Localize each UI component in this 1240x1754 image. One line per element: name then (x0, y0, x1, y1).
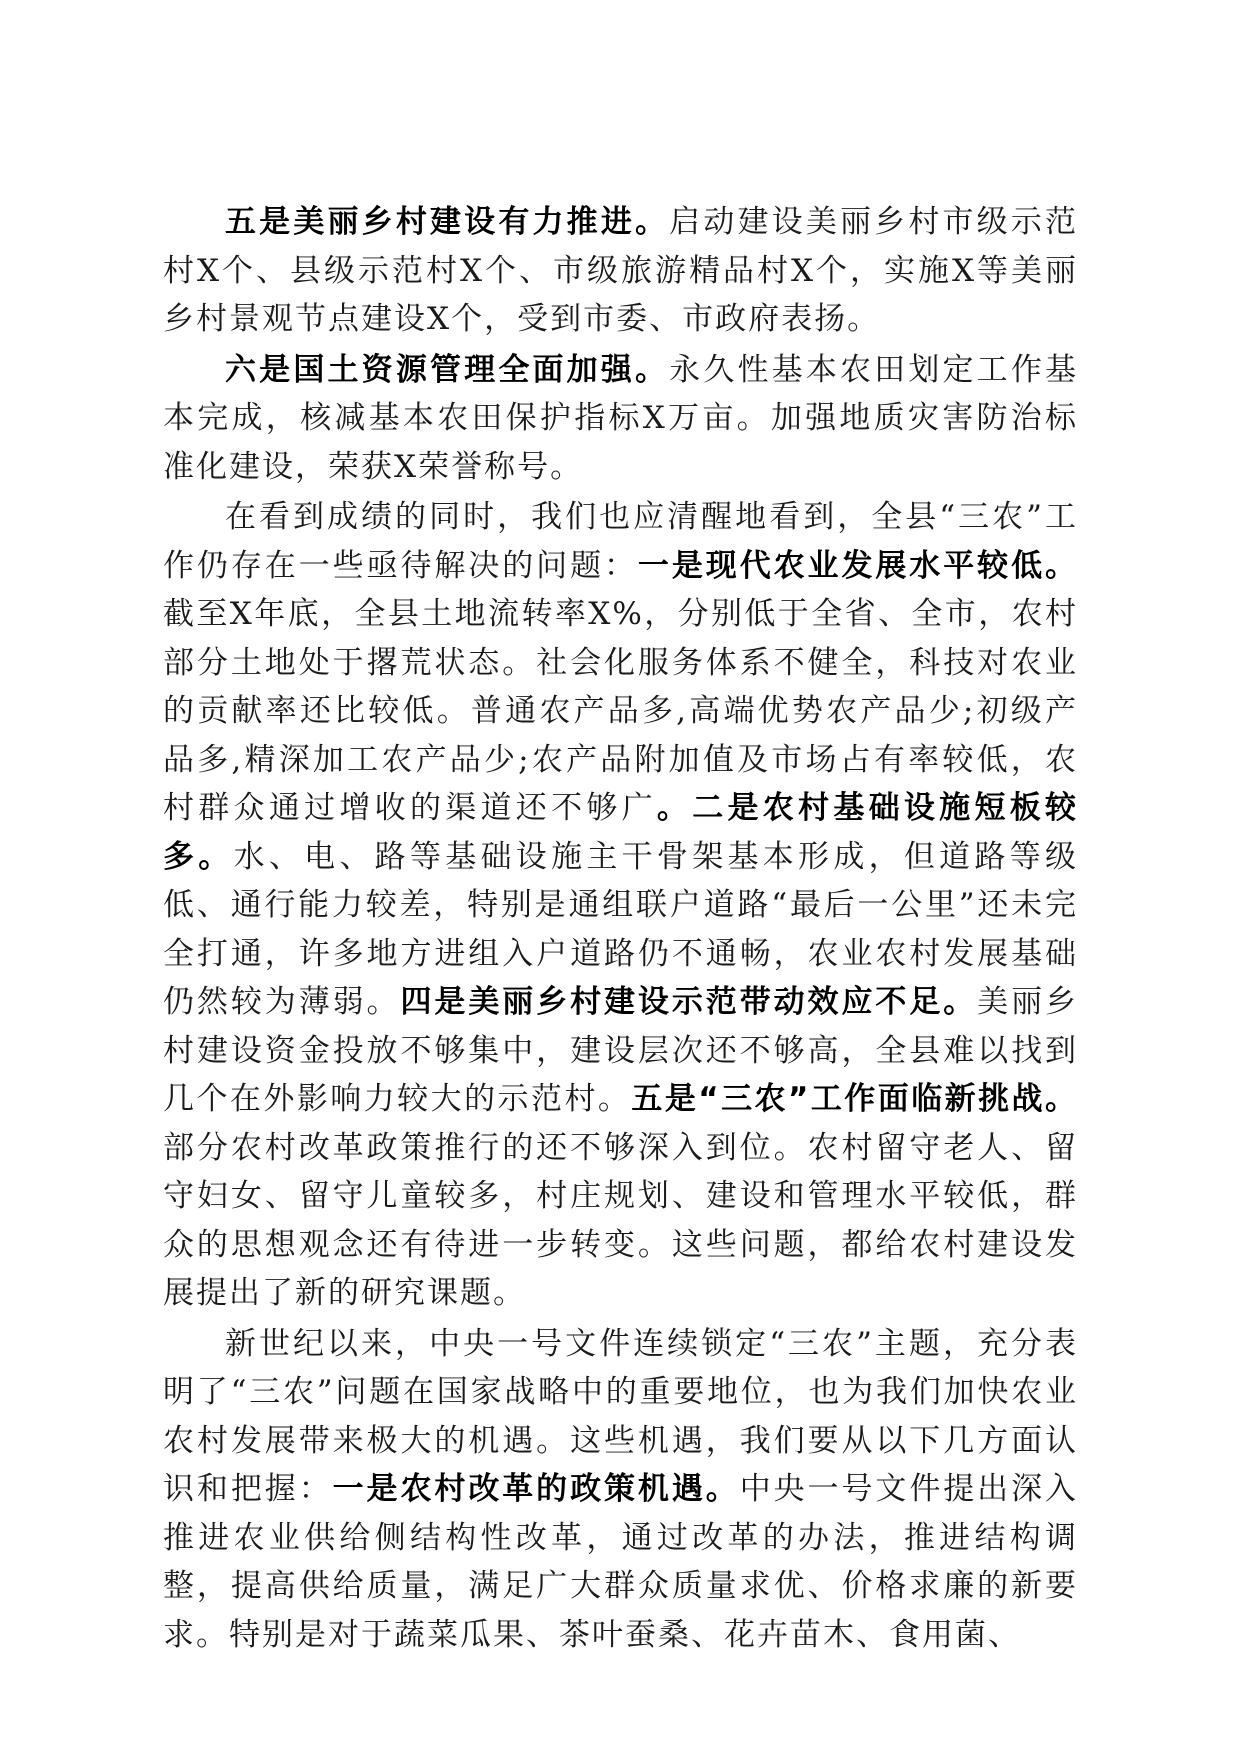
heading-phrase: 五是“三农”工作面临新挑战。 (631, 1081, 1079, 1117)
body-text: 中央一号文件提出深入推进农业供给侧结构性改革，通过改革的办法，推进结构调整，提高供给质量，满足广大群众质量求优、价格求廉的新要求。特别是对于蔬菜瓜果、茶叶蚕桑、花卉苗木、食用菌、 (163, 1471, 1079, 1653)
body-text: 水、电、路等基础设施主干骨架基本形成，但道路等级低、通行能力较差，特别是通组联户道路“最后一公里”还未完全打通，许多地方进组入户道路仍不通畅，农业农村发展基础仍然较为薄弱。 (163, 838, 1078, 1020)
document-body (163, 198, 1078, 1661)
paragraph-problems (163, 493, 1078, 1318)
heading-phrase: 一是现代农业发展水平较低。 (637, 547, 1078, 584)
body-text: 美丽乡村建设资金投放不够集中，建设层次还不够高，全县难以找到几个在外影响力较大的示范村。 (163, 984, 1079, 1117)
body-text: 在看到成绩的同时，我们也应清醒地看到，全县“三农”工作仍存在一些亟待解决的问题： (163, 499, 1078, 584)
heading-phrase: 一是农村改革的政策机遇。 (332, 1471, 740, 1507)
body-text: 启动建设美丽乡村市级示范村X个、县级示范村X个、市级旅游精品村X个，实施X等美丽乡村景观节点建设X个，受到市委、市政府表扬。 (163, 204, 1079, 337)
heading-phrase: 五是美丽乡村建设有力推进。 (225, 204, 670, 240)
heading-phrase: 。二是农村基础设施短板较多。 (163, 790, 1079, 875)
paragraph-opportunities (163, 1320, 1078, 1660)
heading-phrase: 四是美丽乡村建设示范带动效应不足。 (400, 984, 978, 1020)
body-text: 部分农村改革政策推行的还不够深入到位。农村留守老人、留守妇女、留守儿童较多，村庄规划、建设和管理水平较低，群众的思想观念还有待进一步转变。这些问题，都给农村建设发展提出了新的研究课题。 (163, 1129, 1078, 1311)
body-text: 截至X年底，全县土地流转率X%，分别低于全省、全市，农村部分土地处于撂荒状态。社会化服务体系不健全，科技对农业的贡献率还比较低。普通农产品多,高端优势农产品少;初级产品多,精深加工农产品少;农产品附加值及市场占有率较低，农村群众通过增收的渠道还不够广 (163, 596, 1078, 826)
paragraph-land-resources (163, 346, 1078, 492)
paragraph-beautiful-village (163, 198, 1078, 344)
heading-phrase: 六是国土资源管理全面加强。 (225, 351, 670, 388)
body-text: 新世纪以来，中央一号文件连续锁定“三农”主题，充分表明了“三农”问题在国家战略中的重要地位，也为我们加快农业农村发展带来极大的机遇。这些机遇，我们要从以下几方面认识和把握： (163, 1325, 1078, 1507)
body-text: 永久性基本农田划定工作基本完成，核减基本农田保护指标X万亩。加强地质灾害防治标准化建设，荣获X荣誉称号。 (163, 351, 1079, 485)
